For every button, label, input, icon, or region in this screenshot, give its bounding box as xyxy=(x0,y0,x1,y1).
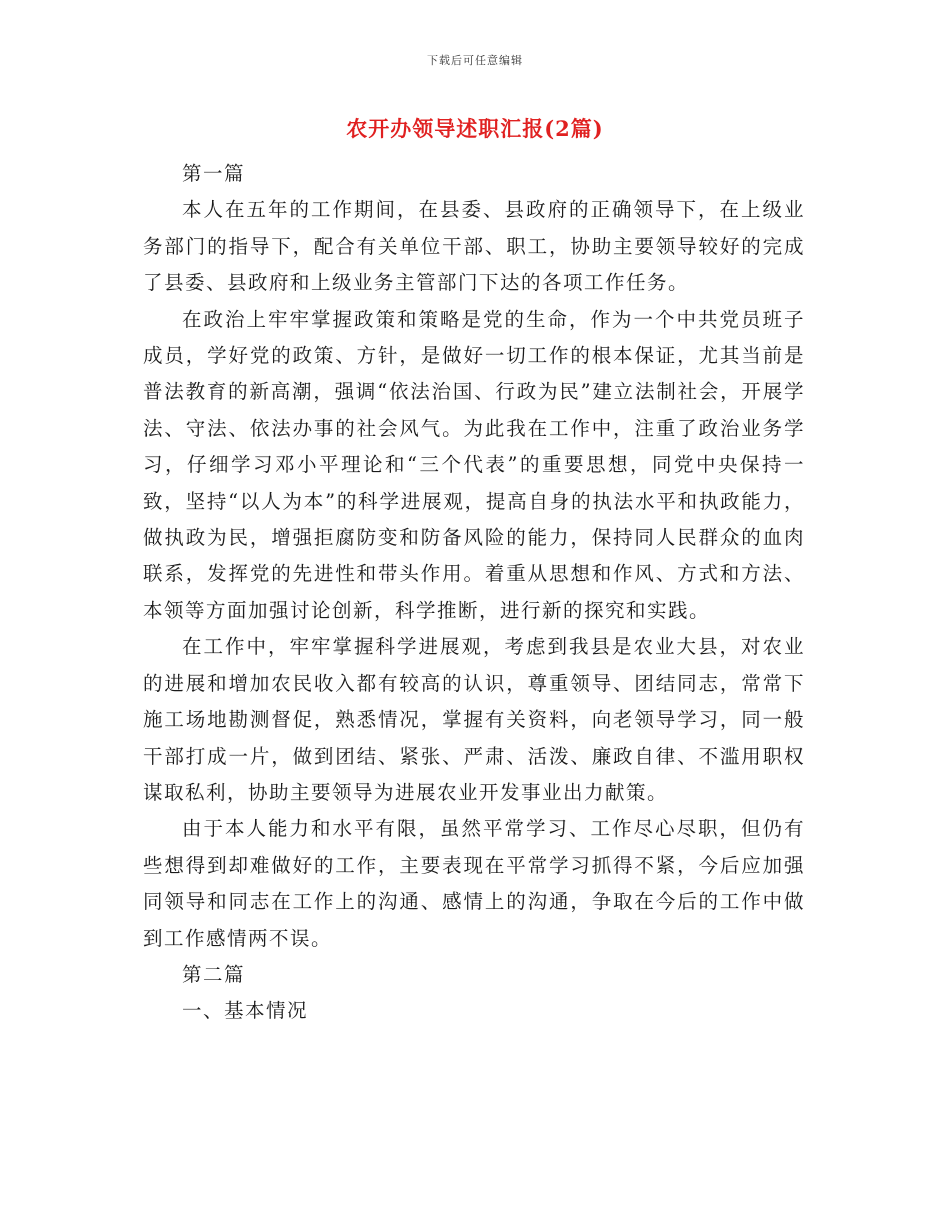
document-title: 农开办领导述职汇报(2篇) xyxy=(346,116,604,141)
subsection-heading: 一、基本情况 xyxy=(182,999,309,1023)
body-paragraph: 在政治上牢牢掌握政策和策略是党的生命，作为一个中共党员班子成员，学好党的政策、方针，是做好一切工作的根本保证，尤其当前是普法教育的新高潮，强调“依法治国、行政为民”建立法制社会，开展学法、守法、依法办事的社会风气。为此我在工作中，注重了政治业务学习，仔细学习邓小平理论和“三个代表”的重要思想，同党中央保持一致，坚持“以人为本”的科学进展观，提高自身的执法水平和执政能力，做执政为民，增强拒腐防变和防备风险的能力，保持同人民群众的血肉联系，发挥党的先进性和带头作用。着重从思想和作风、方式和方法、本领等方面加强讨论创新，科学推断，进行新的探究和实践。 xyxy=(143,307,805,622)
body-paragraph: 在工作中，牢牢掌握科学进展观，考虑到我县是农业大县，对农业的进展和增加农民收入都有较高的认识，尊重领导、团结同志，常常下施工场地勘测督促，熟悉情况，掌握有关资料，向老领导学习，同一般干部打成一片，做到团结、紧张、严肃、活泼、廉政自律、不滥用职权谋取私利，协助主要领导为进展农业开发事业出力献策。 xyxy=(143,635,805,804)
header-note: 下载后可任意编辑 xyxy=(427,54,523,67)
body-paragraph: 由于本人能力和水平有限，虽然平常学习、工作尽心尽职，但仍有些想得到却难做好的工作，主要表现在平常学习抓得不紧，今后应加强同领导和同志在工作上的沟通、感情上的沟通，争取在今后的工作中做到工作感情两不误。 xyxy=(143,817,805,950)
section-heading-part-one: 第一篇 xyxy=(182,162,246,185)
body-paragraph: 本人在五年的工作期间，在县委、县政府的正确领导下，在上级业务部门的指导下，配合有关单位干部、职工，协助主要领导较好的完成了县委、县政府和上级业务主管部门下达的各项工作任务。 xyxy=(143,198,805,295)
document-body xyxy=(143,156,805,1030)
section-heading-part-two: 第二篇 xyxy=(182,962,246,986)
